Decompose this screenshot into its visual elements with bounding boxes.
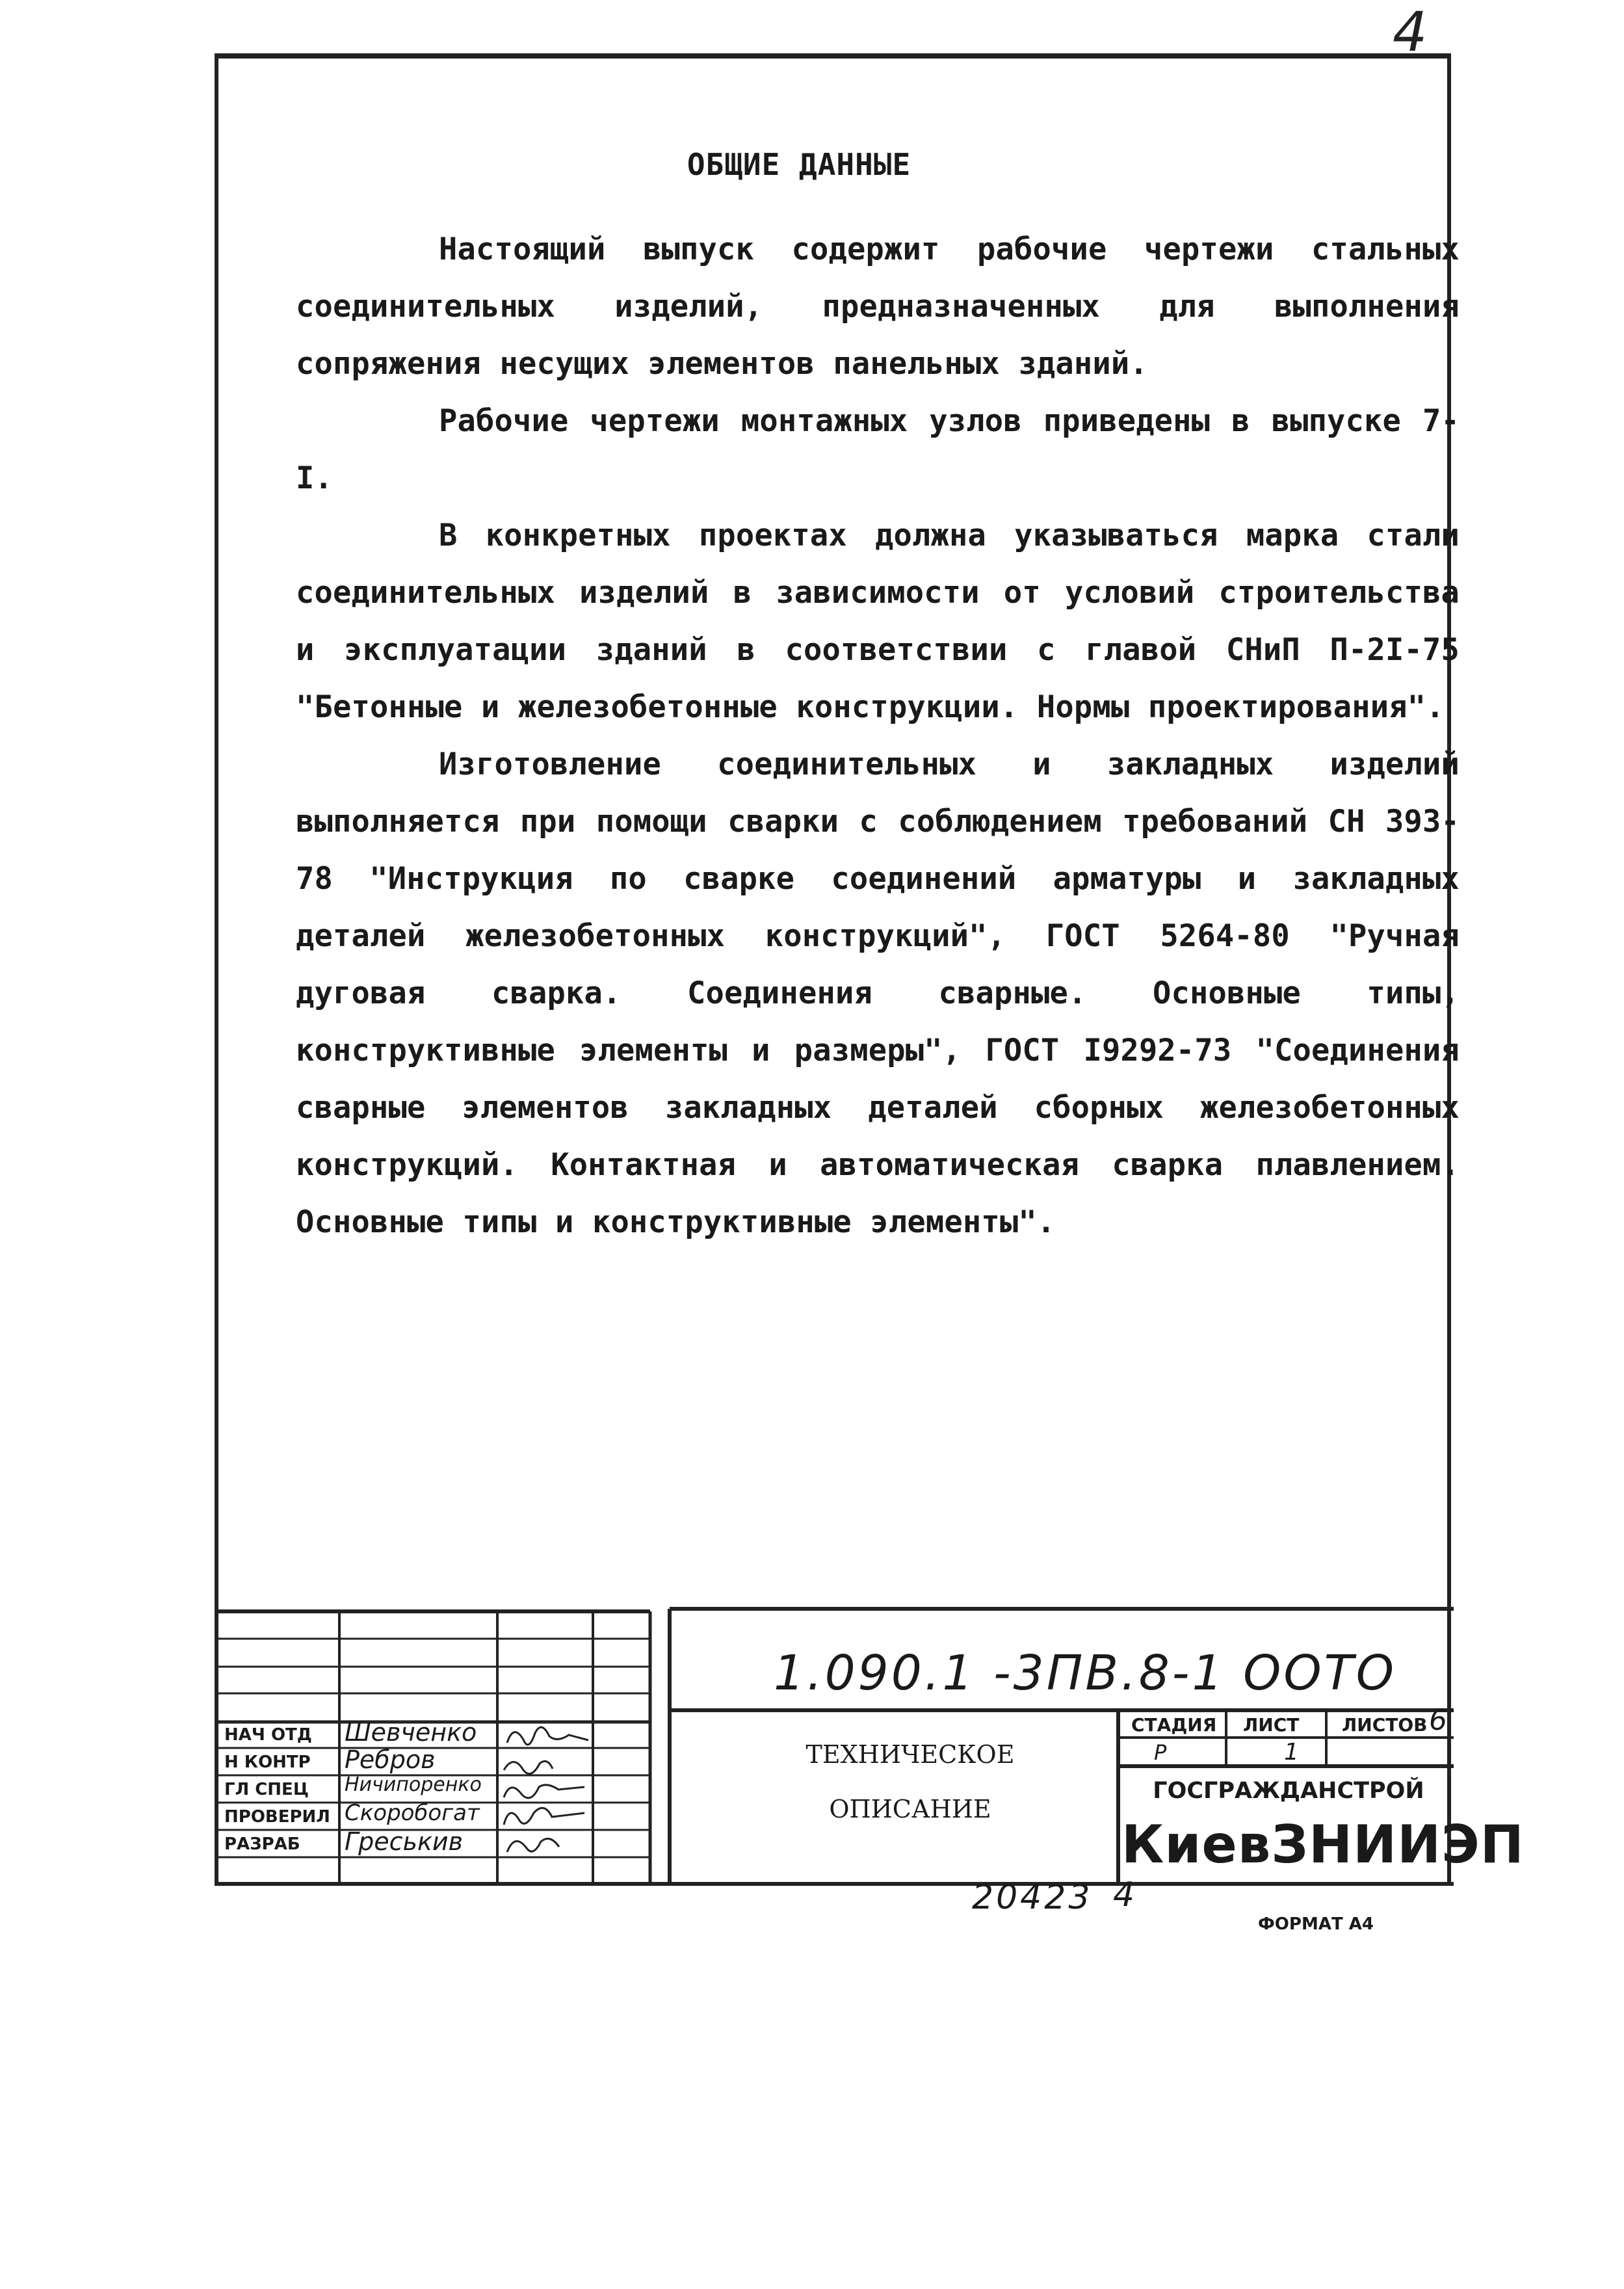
paragraph-2: Рабочие чертежи монтажных узлов приведены в выпуске 7-I. bbox=[296, 403, 1460, 496]
format-label: ФОРМАТ А4 bbox=[1258, 1914, 1374, 1934]
role-developed-by: РАЗРАБ bbox=[224, 1834, 300, 1854]
stage-label: СТАДИЯ bbox=[1131, 1714, 1217, 1736]
paragraph-3: В конкретных проектах должна указываться марка стали соединительных изделий в зависимости от условий строительства и эксплуатации зданий в соответствии с главой СНиП П-2I-75 "Бетонные и железобетонные конструкции. Нормы проектирования". bbox=[296, 518, 1460, 725]
sheet-label: ЛИСТ bbox=[1243, 1714, 1300, 1736]
organization-line-1: ГОСГРАЖДАНСТРОЙ bbox=[1153, 1778, 1424, 1804]
role-head-of-dept: НАЧ ОТД bbox=[224, 1725, 312, 1745]
inventory-number: 20423 bbox=[972, 1878, 1093, 1917]
name-chief-specialist: Ничипоренко bbox=[345, 1773, 482, 1796]
document-title-text: ОБЩИЕ ДАННЫЕ bbox=[687, 147, 911, 182]
role-norm-control: Н КОНТР bbox=[224, 1753, 311, 1772]
description-line-2: ОПИСАНИЕ bbox=[829, 1795, 991, 1823]
role-checked-by: ПРОВЕРИЛ bbox=[224, 1807, 330, 1827]
name-developed-by: Греськив bbox=[345, 1827, 464, 1856]
name-norm-control: Ребров bbox=[345, 1745, 436, 1774]
signature-4 bbox=[504, 1808, 584, 1825]
signature-3 bbox=[504, 1785, 584, 1798]
inventory-sheet: 4 bbox=[1113, 1875, 1135, 1914]
organization-line-2: КиевЗНИИЭП bbox=[1121, 1814, 1525, 1875]
sheets-label: ЛИСТОВ bbox=[1342, 1714, 1428, 1736]
signature-5 bbox=[507, 1839, 559, 1853]
stage-value: Р bbox=[1154, 1740, 1167, 1765]
page-number: 4 bbox=[1393, 0, 1425, 64]
role-chief-specialist: ГЛ СПЕЦ bbox=[224, 1780, 309, 1799]
signature-2 bbox=[504, 1761, 553, 1773]
description-line-1: ТЕХНИЧЕСКОЕ bbox=[805, 1740, 1015, 1769]
name-head-of-dept: Шевченко bbox=[345, 1718, 477, 1747]
name-checked-by: Скоробогат bbox=[345, 1800, 480, 1826]
document-code: 1.090.1 -3ПВ.8-1 ООТО bbox=[774, 1645, 1397, 1701]
signature-1 bbox=[507, 1727, 588, 1745]
paragraph-4: Изготовление соединительных и закладных изделий выполняется при помощи сварки с соблюдением требований СН 393-78 "Инструкция по сварке соединений арматуры и закладных деталей железобетонных конструкций", ГОСТ 5264-80 "Ручная дуговая сварка. Соединения сварные. Основные типы, конструктивные элементы и размеры", ГОСТ I9292-73 "Соединения сварные элементов закладных деталей сборных железобетонных конструкций. Контактная и автоматическая сварка плавлением. Основные типы и конструктивные элементы". bbox=[296, 747, 1460, 1240]
sheets-value: 6 bbox=[1429, 1704, 1447, 1737]
sheet-value: 1 bbox=[1284, 1739, 1299, 1766]
paragraph-1: Настоящий выпуск содержит рабочие чертежи стальных соединительных изделий, предназначенных для выполнения сопряжения несущих элементов панельных зданий. bbox=[296, 232, 1460, 382]
